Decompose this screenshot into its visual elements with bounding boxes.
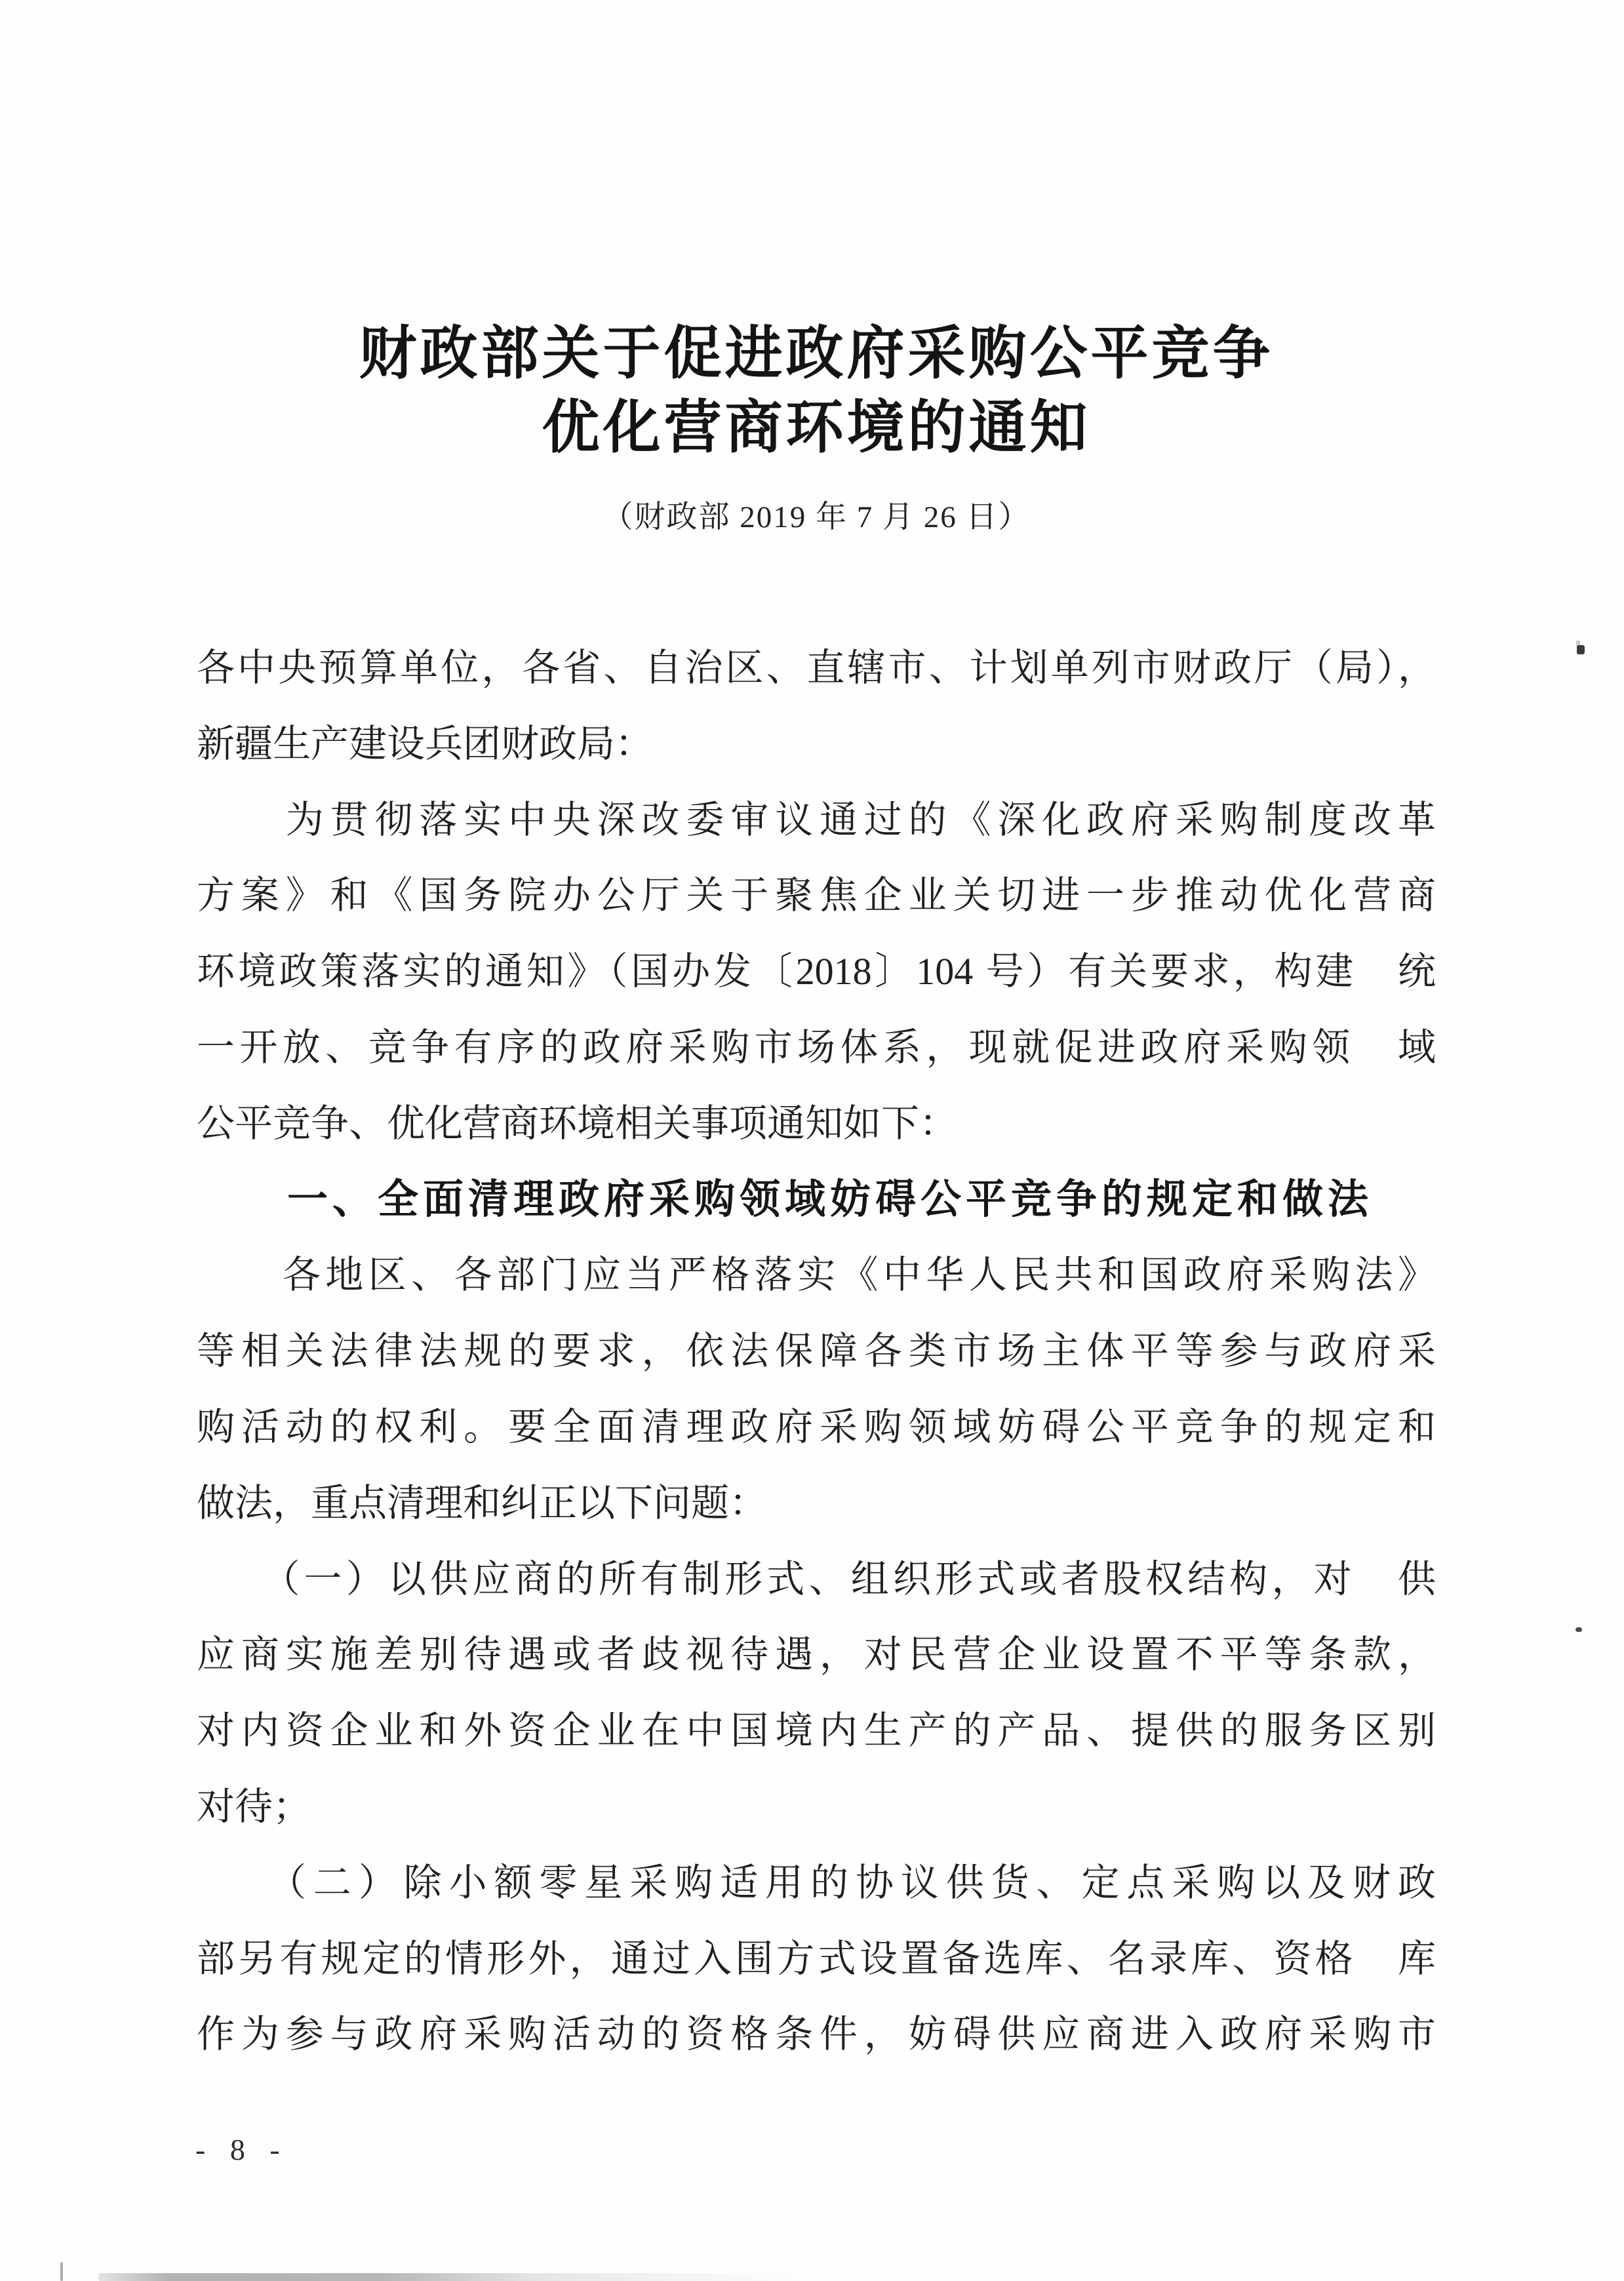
section-heading-line: 一、全面清理政府采购领域妨碍公平竞争的规定和做法 (197, 1176, 1374, 1222)
body-line: 购活动的权利。要全面清理政府采购领域妨碍公平竞争的规定和 (197, 1405, 1436, 1448)
document-title-line1: 财政部关于促进政府采购公平竞争 (359, 323, 1274, 386)
body-line: 新疆生产建设兵团财政局： (197, 722, 654, 765)
body-line: 方案》和《国务院办公厅关于聚焦企业关切进一步推动优化营商 (197, 874, 1436, 917)
body-line: 做法，重点清理和纠正以下问题： (197, 1481, 768, 1524)
body-line: 环境政策落实的通知》（国办发〔2018〕104 号）有关要求，构建 统 (197, 950, 1436, 993)
document-title-line2: 优化营商环境的通知 (542, 397, 1091, 460)
scan-speck (1577, 645, 1585, 654)
body-line: 应商实施差别待遇或者歧视待遇，对民营企业设置不平等条款， (197, 1633, 1436, 1676)
body-line: 一开放、竞争有序的政府采购市场体系，现就促进政府采购领 域 (197, 1025, 1436, 1069)
document-body (197, 646, 1436, 2089)
body-line: 各中央预算单位，各省、自治区、直辖市、计划单列市财政厅（局）， (197, 646, 1436, 689)
scan-smudge-bottom (98, 2273, 820, 2281)
body-line: 作为参与政府采购活动的资格条件，妨碍供应商进入政府采购市 (197, 2013, 1436, 2056)
document-date-line: （财政部 2019 年 7 月 26 日） (602, 500, 1031, 534)
page-number: - 8 - (195, 2133, 288, 2166)
body-line: 为贯彻落实中央深改委审议通过的《深化政府采购制度改革 (197, 798, 1436, 841)
body-line: 对待； (197, 1785, 311, 1828)
scan-smudge-tick (60, 2262, 63, 2281)
body-line: 等相关法律法规的要求，依法保障各类市场主体平等参与政府采 (197, 1330, 1436, 1373)
body-line: 部另有规定的情形外，通过入围方式设置备选库、名录库、资格 库 (197, 1937, 1436, 1980)
body-line: 各地区、各部门应当严格落实《中华人民共和国政府采购法》 (197, 1254, 1436, 1297)
body-line: 公平竞争、优化营商环境相关事项通知如下： (197, 1101, 958, 1145)
scan-speck (1575, 1627, 1582, 1632)
body-line: （一）以供应商的所有制形式、组织形式或者股权结构，对 供 (197, 1557, 1436, 1600)
body-line: 对内资企业和外资企业在中国境内生产的产品、提供的服务区别 (197, 1709, 1436, 1753)
body-line: （二）除小额零星采购适用的协议供货、定点采购以及财政 (197, 1861, 1436, 1904)
